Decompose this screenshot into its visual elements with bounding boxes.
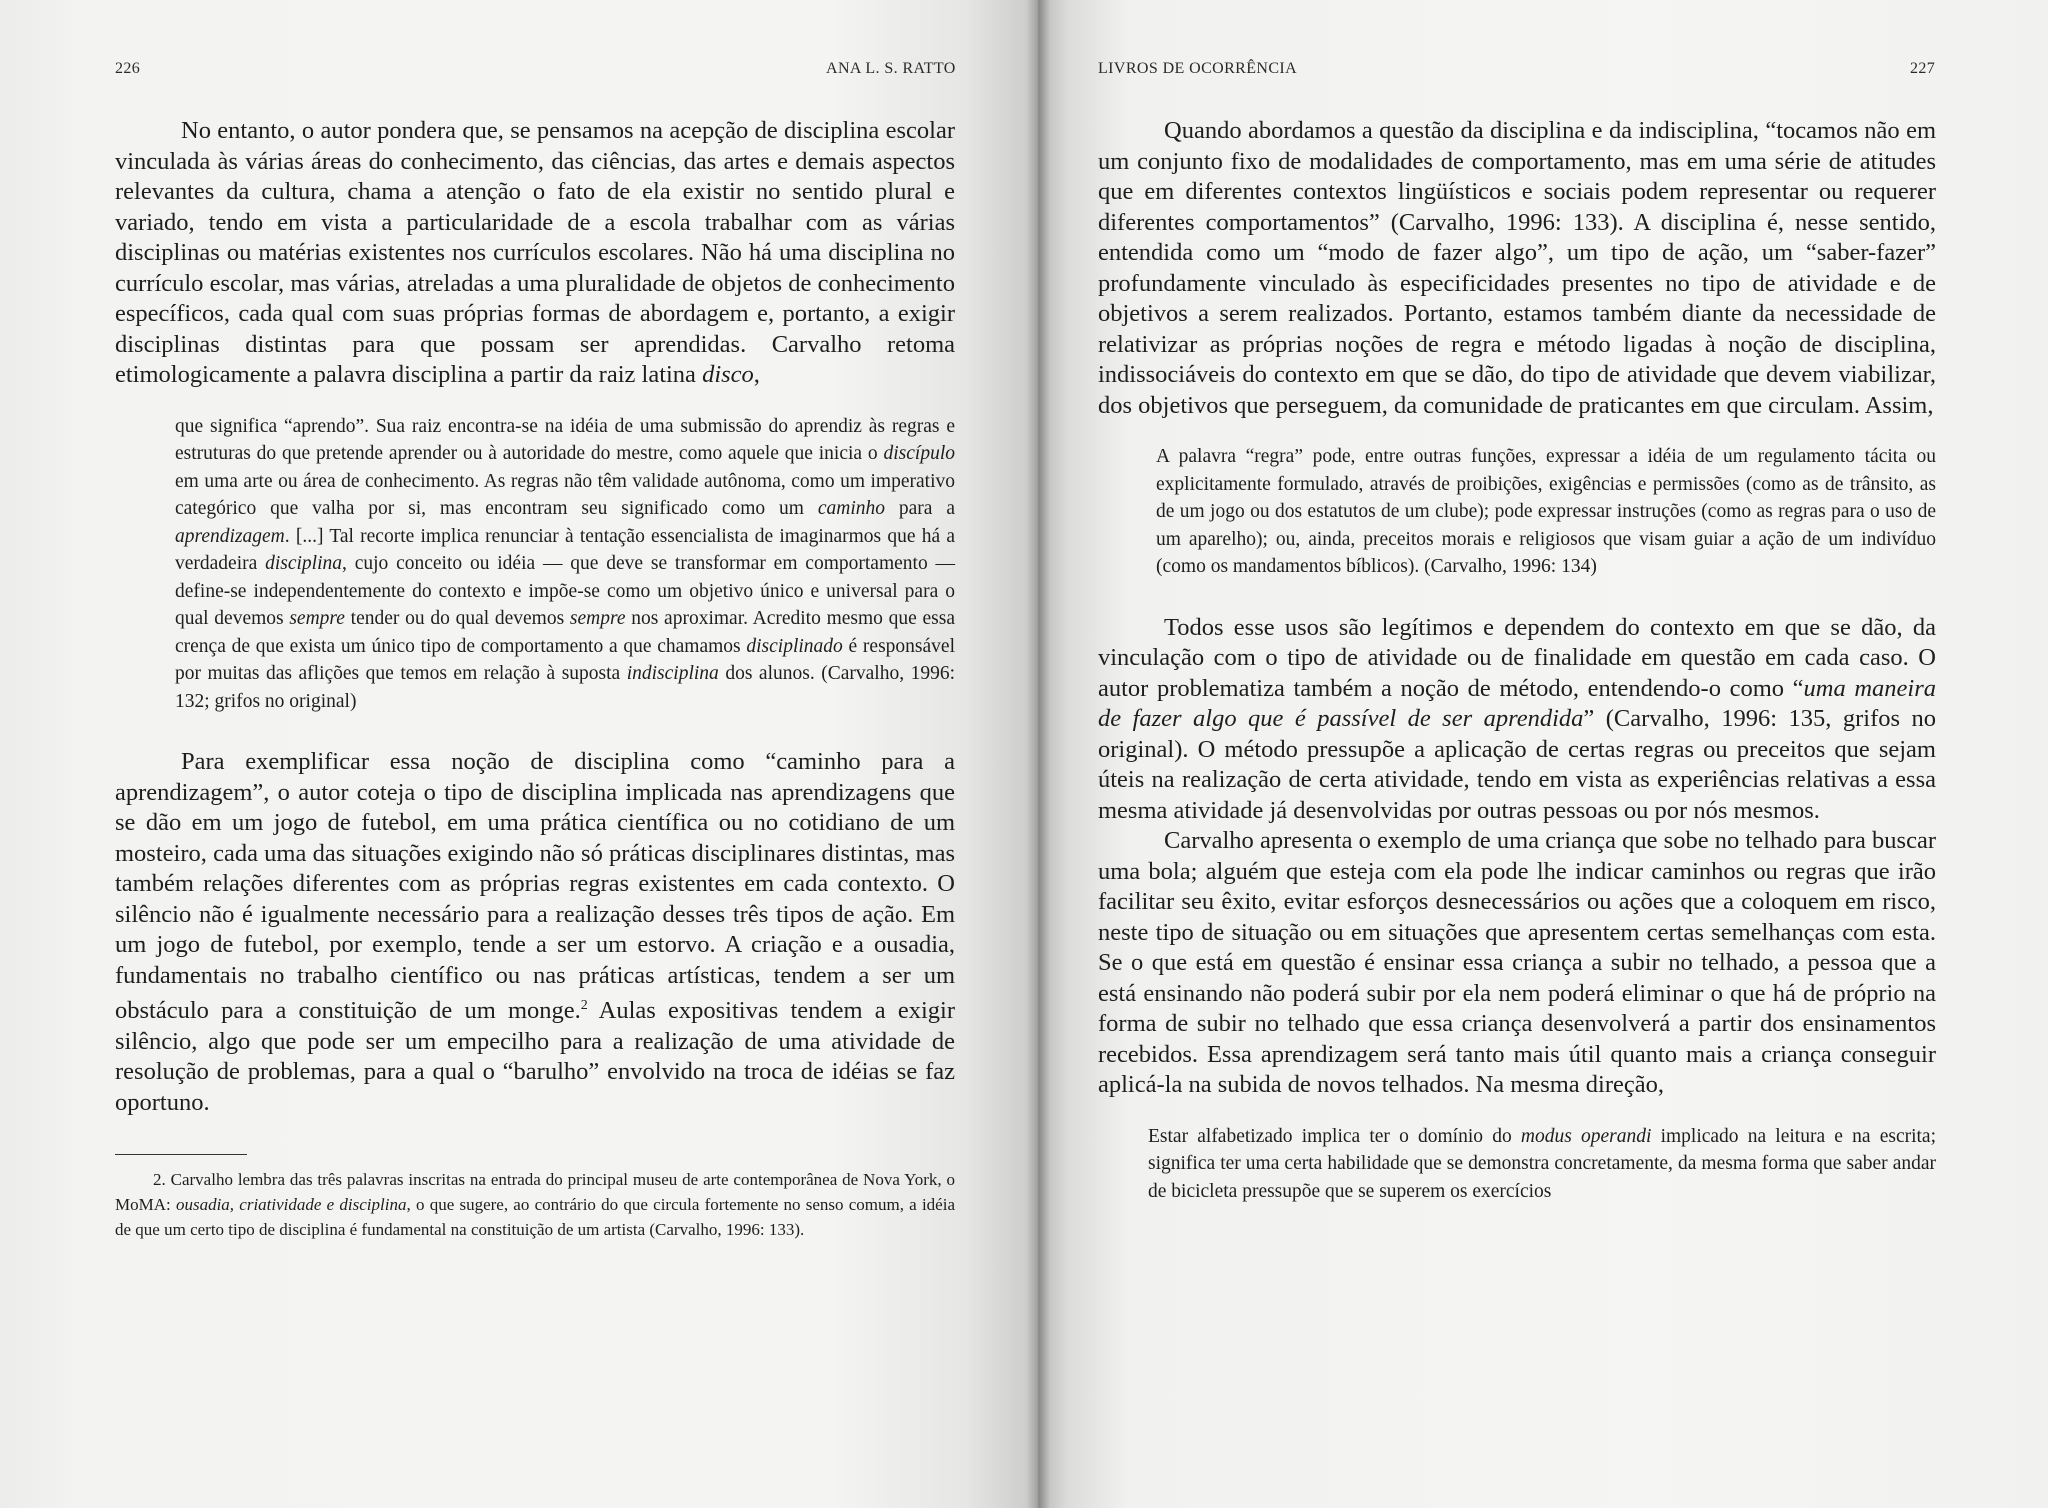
left-text-column [115, 116, 955, 1242]
running-head-right: LIVROS DE OCORRÊNCIA [1098, 60, 1298, 77]
footnote-2: 2. Carvalho lembra das três palavras inscritas na entrada do principal museu de arte contemporânea de Nova York, o MoMA: ousadia, criatividade e disciplina, o que sugere, ao contrário do que circula fortemente no senso comum, a idéia de que um certo tipo de disciplina é fundamental na constituição de um artista (Carvalho, 1996: 133). [115, 1170, 955, 1240]
page-number-left: 226 [115, 60, 141, 77]
footnote-rule [115, 1154, 247, 1155]
running-head-left: ANA L. S. RATTO [826, 60, 956, 77]
right-paragraph-2: Todos esse usos são legítimos e dependem do contexto em que se dão, da vinculação com o tipo de atividade ou de finalidade em questão em cada caso. O autor problematiza também a noção de método, entendendo-o como “uma maneira de fazer algo que é passível de ser aprendida” (Carvalho, 1996: 135, grifos no original). O método pressupõe a aplicação de certas regras ou preceitos que sejam úteis na realização de certa atividade, tendo em vista as experiências relativas a essa mesma atividade já desenvolvidas por outras pessoas ou por nós mesmos. [1098, 613, 1936, 824]
page-number-right: 227 [1910, 60, 1936, 77]
left-paragraph-2: Para exemplificar essa noção de disciplina como “caminho para a aprendizagem”, o autor coteja o tipo de disciplina implicada nas aprendizagens que se dão em um jogo de futebol, em uma prática científica ou no cotidiano de um mosteiro, cada uma das situações exigindo não só práticas disciplinares distintas, mas também relações diferentes com as próprias regras existentes em cada contexto. O silêncio não é igualmente necessário para a realização desses três tipos de ação. Em um jogo de futebol, por exemplo, tende a ser um estorvo. A criação e a ousadia, fundamentais no trabalho científico ou nas práticas artísticas, tendem a ser um obstáculo para a constituição de um monge.$^2$ Aulas expositivas tendem a exigir silêncio, algo que pode ser um empecilho para a realização de uma atividade de resolução de problemas, para a qual o “barulho” envolvido na troca de idéias se faz oportuno. [115, 748, 955, 1116]
right-block-quote-1: A palavra “regra” pode, entre outras funções, expressar a idéia de um regulamento tácita ou explicitamente formulado, através de proibições, exigências e permissões (como as de trânsito, as de um jogo ou dos estatutos de um clube); pode expressar instruções (como as regras para o uso de um aparelho); ou, ainda, preceitos morais e religiosos que visam guiar a ação de um indivíduo (como os mandamentos bíblicos). (Carvalho, 1996: 134) [1156, 446, 1936, 577]
footnote-marker: 2 [580, 998, 588, 1013]
right-paragraph-1: Quando abordamos a questão da disciplina e da indisciplina, “tocamos não em um conjunto fixo de modalidades de comportamento, mas em uma série de atitudes que em diferentes contextos lingüísticos e sociais podem representar ou requerer diferentes comportamentos” (Carvalho, 1996: 133). A disciplina é, nesse sentido, entendida como um “modo de fazer algo”, um tipo de ação, um “saber-fazer” profundamente vinculado às especificidades presentes no tipo de atividade e de objetivos a serem realizados. Portanto, estamos também diante da necessidade de relativizar as próprias noções de regra e método ligadas à noção de disciplina, indissociáveis do contexto em que se dão, do tipo de atividade que devem viabilizar, dos objetivos que perseguem, da comunidade de praticantes em que circulam. Assim, [1098, 117, 1936, 419]
left-paragraph-1: No entanto, o autor pondera que, se pensamos na acepção de disciplina escolar vinculada às várias áreas do conhecimento, das ciências, das artes e demais aspectos relevantes da cultura, chama a atenção o fato de ela existir no sentido plural e variado, tendo em vista a particularidade de a escola trabalhar com as várias disciplinas ou matérias existentes nos currículos escolares. Não há uma disciplina no currículo escolar, mas várias, atreladas a uma pluralidade de objetos de conhecimento específicos, cada qual com suas próprias formas de abordagem e, portanto, a exigir disciplinas distintas para que possam ser aprendidas. Carvalho retoma etimologicamente a palavra disciplina a partir da raiz latina disco, [115, 117, 955, 388]
right-paragraph-3: Carvalho apresenta o exemplo de uma criança que sobe no telhado para buscar uma bola; alguém que esteja com ela pode lhe indicar caminhos ou regras que irão facilitar seu êxito, evitar esforços desnecessários ou ações que a coloquem em risco, neste tipo de situação ou em situações que apresentem certas semelhanças com esta. Se o que está em questão é ensinar essa criança a subir no telhado, a pessoa que a está ensinando não poderá subir por ela nem poderá eliminar o que há de próprio na forma de subir no telhado que essa criança desenvolverá a partir dos ensinamentos recebidos. Essa aprendizagem será tanto mais útil quanto mais a criança conseguir aplicá-la na subida de novos telhados. Na mesma direção, [1098, 827, 1936, 1098]
right-text-column [1098, 116, 1936, 1205]
right-block-quote-2: Estar alfabetizado implica ter o domínio do modus operandi implicado na leitura e na escrita; significa ter uma certa habilidade que se demonstra concretamente, da mesma forma que saber andar de bicicleta pressupõe que se superem os exercícios [1148, 1125, 1936, 1202]
book-gutter-shadow [1026, 0, 1050, 1508]
left-block-quote: que significa “aprendo”. Sua raiz encontra-se na idéia de uma submissão do aprendiz às regras e estruturas do que pretende aprender ou à autoridade do mestre, como aquele que inicia o discípulo em uma arte ou área de conhecimento. As regras não têm validade autônoma, como um imperativo categórico que valha por si, mas encontram seu significado como um caminho para a aprendizagem. [...] Tal recorte implica renunciar à tentação essencialista de imaginarmos que há a verdadeira disciplina, cujo conceito ou idéia — que deve se transformar em comportamento — define-se independentemente do contexto e impõe-se como um objetivo único e universal para o qual devemos sempre tender ou do qual devemos sempre nos aproximar. Acredito mesmo que essa crença de que exista um único tipo de comportamento a que chamamos disciplinado é responsável por muitas das aflições que temos em relação à suposta indisciplina dos alunos. (Carvalho, 1996: 132; grifos no original) [175, 415, 956, 712]
